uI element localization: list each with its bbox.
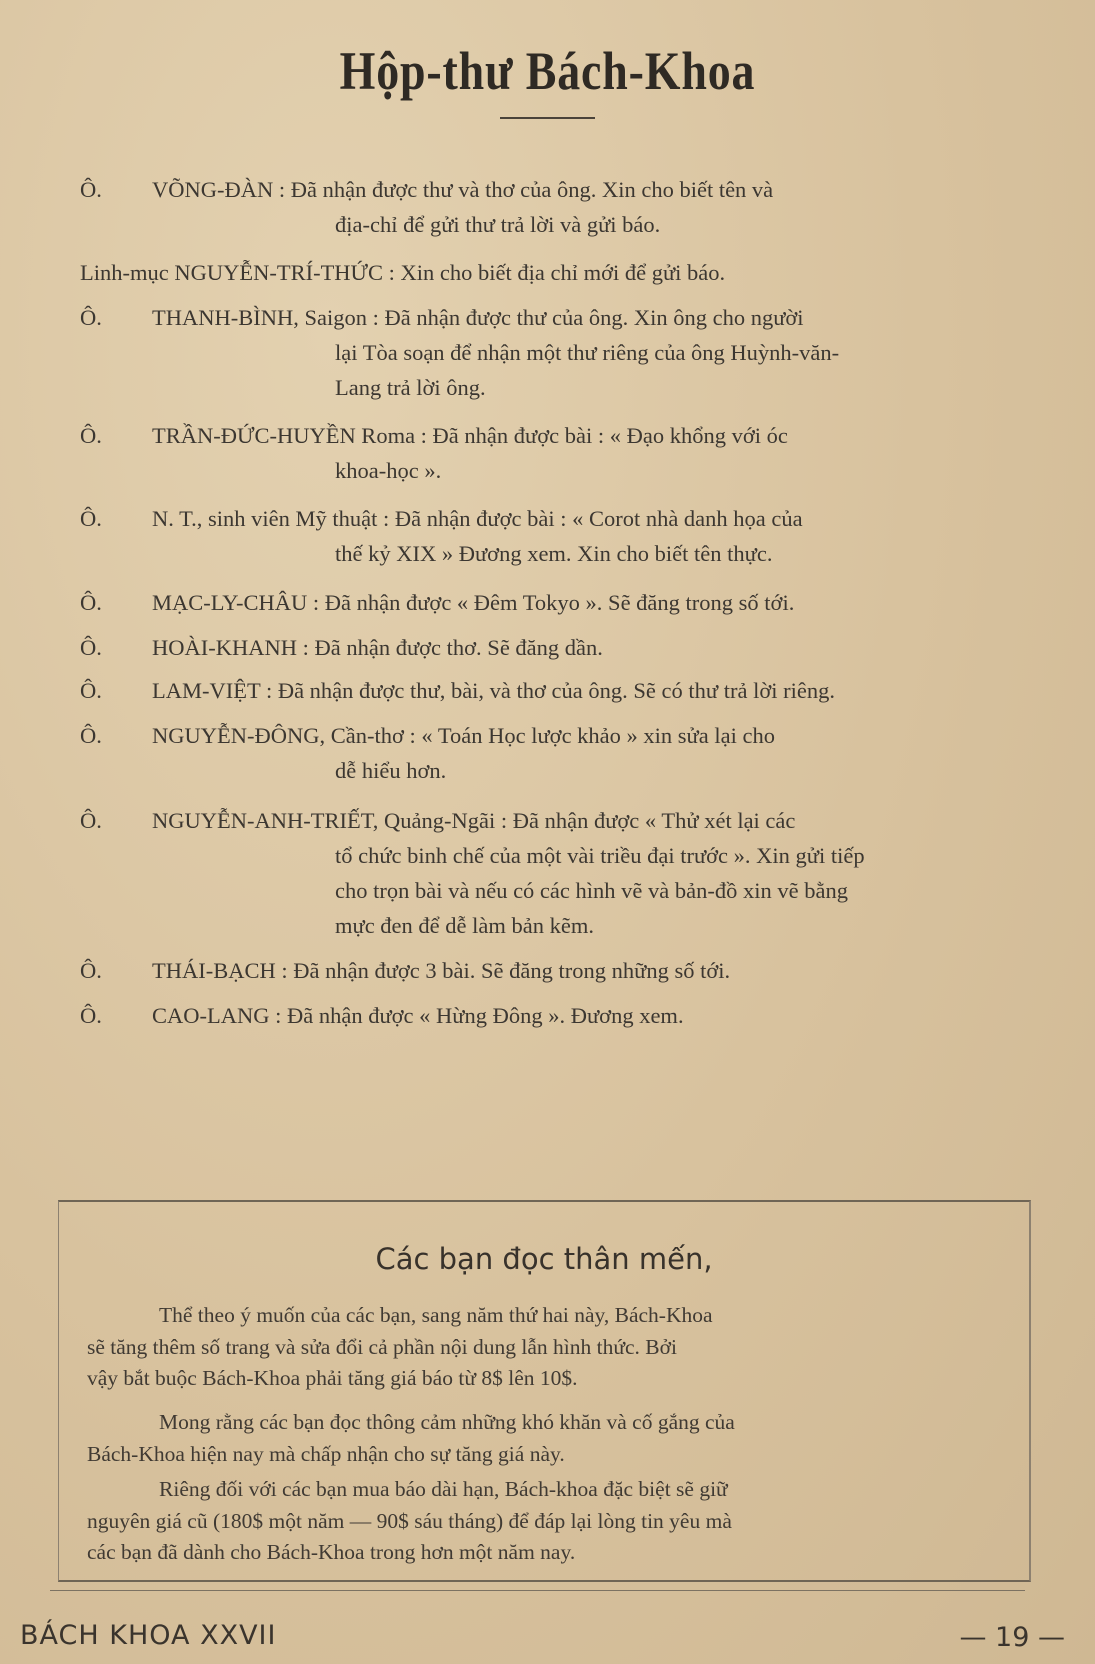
entry-first-line: THANH-BÌNH, Saigon : Đã nhận được thư của ông. Xin ông cho người bbox=[152, 305, 804, 330]
entry-first-line: VÕNG-ĐÀN : Đã nhận được thư và thơ của ông. Xin cho biết tên và bbox=[152, 177, 774, 202]
entry-continuation-line: tổ chức binh chế của một vài triều đại trước ». Xin gửi tiếp bbox=[335, 843, 865, 868]
entry-continuation-line: khoa-học ». bbox=[335, 458, 442, 483]
entry-first-line: THÁI-BẠCH : Đã nhận được 3 bài. Sẽ đăng trong những số tới. bbox=[152, 958, 731, 983]
entry-mark: Ô. bbox=[80, 423, 102, 448]
entry-continuation-line: dễ hiểu hơn. bbox=[335, 758, 447, 783]
entry-mark: Ô. bbox=[80, 635, 102, 660]
entry-mark: Ô. bbox=[80, 678, 102, 703]
notice-line: nguyên giá cũ (180$ một năm — 90$ sáu tháng) để đáp lại lòng tin yêu mà bbox=[87, 1508, 732, 1533]
entry-mark: Ô. bbox=[80, 958, 102, 983]
title-underline bbox=[500, 117, 595, 119]
notice-line: Thể theo ý muốn của các bạn, sang năm thứ hai này, Bách-Khoa bbox=[159, 1303, 713, 1327]
entry-first-line: HOÀI-KHANH : Đã nhận được thơ. Sẽ đăng dần. bbox=[152, 635, 603, 660]
entry-mark: Ô. bbox=[80, 723, 102, 748]
entry-continuation-line: cho trọn bài và nếu có các hình vẽ và bản-đồ xin vẽ bằng bbox=[335, 878, 848, 903]
entry-first-line: CAO-LANG : Đã nhận được « Hừng Đông ». Đương xem. bbox=[152, 1003, 684, 1028]
entry-first-line: TRẦN-ĐỨC-HUYỀN Roma : Đã nhận được bài : « Đạo khổng với óc bbox=[152, 423, 788, 448]
notice-line: Mong rằng các bạn đọc thông cảm những khó khăn và cố gắng của bbox=[159, 1410, 735, 1434]
notice-line: sẽ tăng thêm số trang và sửa đổi cả phần nội dung lẫn hình thức. Bởi bbox=[87, 1334, 677, 1359]
entry-mark: Ô. bbox=[80, 305, 102, 330]
page-title: Hộp-thư Bách-Khoa bbox=[339, 41, 756, 101]
entry-first-line: Linh-mục NGUYỄN-TRÍ-THỨC : Xin cho biết địa chỉ mới để gửi báo. bbox=[80, 260, 726, 285]
notice-box bbox=[58, 1200, 1031, 1582]
entry-mark: Ô. bbox=[80, 1003, 102, 1028]
entry-continuation-line: địa-chỉ để gửi thư trả lời và gửi báo. bbox=[335, 212, 661, 237]
notice-line: các bạn đã dành cho Bách-Khoa trong hơn một năm nay. bbox=[87, 1540, 576, 1564]
entry-continuation-line: Lang trả lời ông. bbox=[335, 375, 486, 400]
entry-first-line: NGUYỄN-ĐÔNG, Cần-thơ : « Toán Học lược khảo » xin sửa lại cho bbox=[152, 723, 775, 748]
entry-mark: Ô. bbox=[80, 590, 102, 615]
entry-first-line: MẠC-LY-CHÂU : Đã nhận được « Đêm Tokyo ». Sẽ đăng trong số tới. bbox=[152, 590, 795, 615]
notice-line: vậy bắt buộc Bách-Khoa phải tăng giá báo từ 8$ lên 10$. bbox=[87, 1366, 578, 1390]
entry-mark: Ô. bbox=[80, 177, 102, 202]
notice-heading: Các bạn đọc thân mến, bbox=[375, 1242, 713, 1276]
entry-mark: Ô. bbox=[80, 808, 102, 833]
notice-line: Bách-Khoa hiện nay mà chấp nhận cho sự tăng giá này. bbox=[87, 1441, 565, 1466]
entry-mark: Ô. bbox=[80, 506, 102, 531]
entry-first-line: NGUYỄN-ANH-TRIẾT, Quảng-Ngãi : Đã nhận được « Thử xét lại các bbox=[152, 808, 796, 833]
entry-continuation-line: thế kỷ XIX » Đương xem. Xin cho biết tên thực. bbox=[335, 541, 773, 566]
notice-line: Riêng đối với các bạn mua báo dài hạn, Bách-khoa đặc biệt sẽ giữ bbox=[159, 1477, 728, 1501]
footer-rule bbox=[50, 1590, 1025, 1591]
entry-first-line: LAM-VIỆT : Đã nhận được thư, bài, và thơ của ông. Sẽ có thư trả lời riêng. bbox=[152, 678, 835, 703]
footer-publication: BÁCH KHOA XXVII bbox=[20, 1620, 277, 1651]
entry-continuation-line: lại Tòa soạn để nhận một thư riêng của ông Huỳnh-văn- bbox=[335, 340, 840, 365]
footer-page-number: — 19 — bbox=[959, 1622, 1065, 1653]
entry-continuation-line: mực đen để dễ làm bản kẽm. bbox=[335, 913, 594, 938]
entry-first-line: N. T., sinh viên Mỹ thuật : Đã nhận được bài : « Corot nhà danh họa của bbox=[152, 506, 803, 531]
